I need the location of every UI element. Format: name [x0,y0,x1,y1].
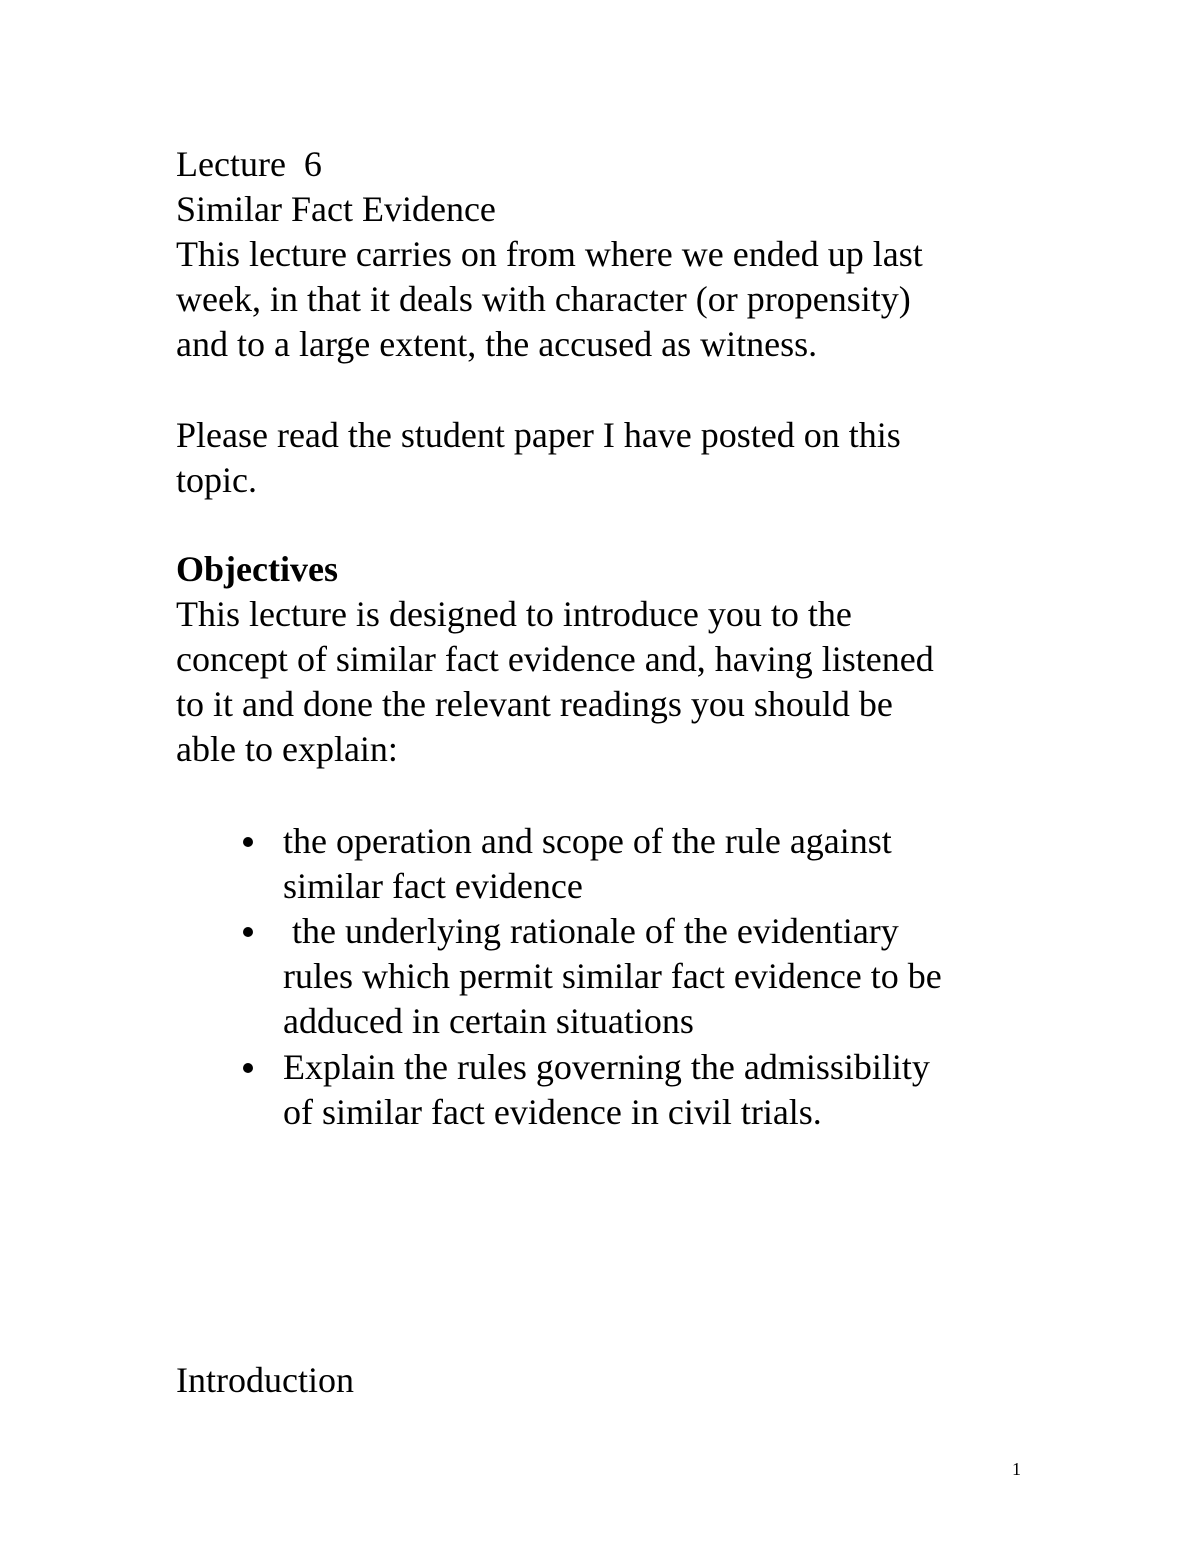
list-item-line: adduced in certain situations [283,1001,694,1041]
objectives-line: This lecture is designed to introduce you to the [176,594,852,634]
page-number: 1 [1012,1459,1021,1479]
objectives-heading: Objectives [176,549,338,589]
intro-line: This lecture carries on from where we ended up last [176,234,923,274]
objectives-line: able to explain: [176,729,398,769]
lecture-subject: Similar Fact Evidence [176,189,496,229]
intro-line: and to a large extent, the accused as witness. [176,324,818,364]
list-item-line: rules which permit similar fact evidence to be [283,956,942,996]
objectives-line: to it and done the relevant readings you should be [176,684,893,724]
reading-note-line: topic. [176,460,257,500]
reading-note-line: Please read the student paper I have posted on this [176,415,901,455]
bullet-icon [243,1063,253,1073]
list-item-line: of similar fact evidence in civil trials. [283,1092,822,1132]
bullet-icon [243,837,253,847]
list-item-line: Explain the rules governing the admissibility [283,1047,930,1087]
list-item-line: the underlying rationale of the evidentiary [283,911,899,951]
list-item-line: the operation and scope of the rule against [283,821,892,861]
objectives-line: concept of similar fact evidence and, having listened [176,639,934,679]
bullet-icon [243,927,253,937]
intro-line: week, in that it deals with character (or propensity) [176,279,911,319]
section-heading-introduction: Introduction [176,1360,354,1400]
list-item-line: similar fact evidence [283,866,583,906]
lecture-number: Lecture 6 [176,144,322,184]
